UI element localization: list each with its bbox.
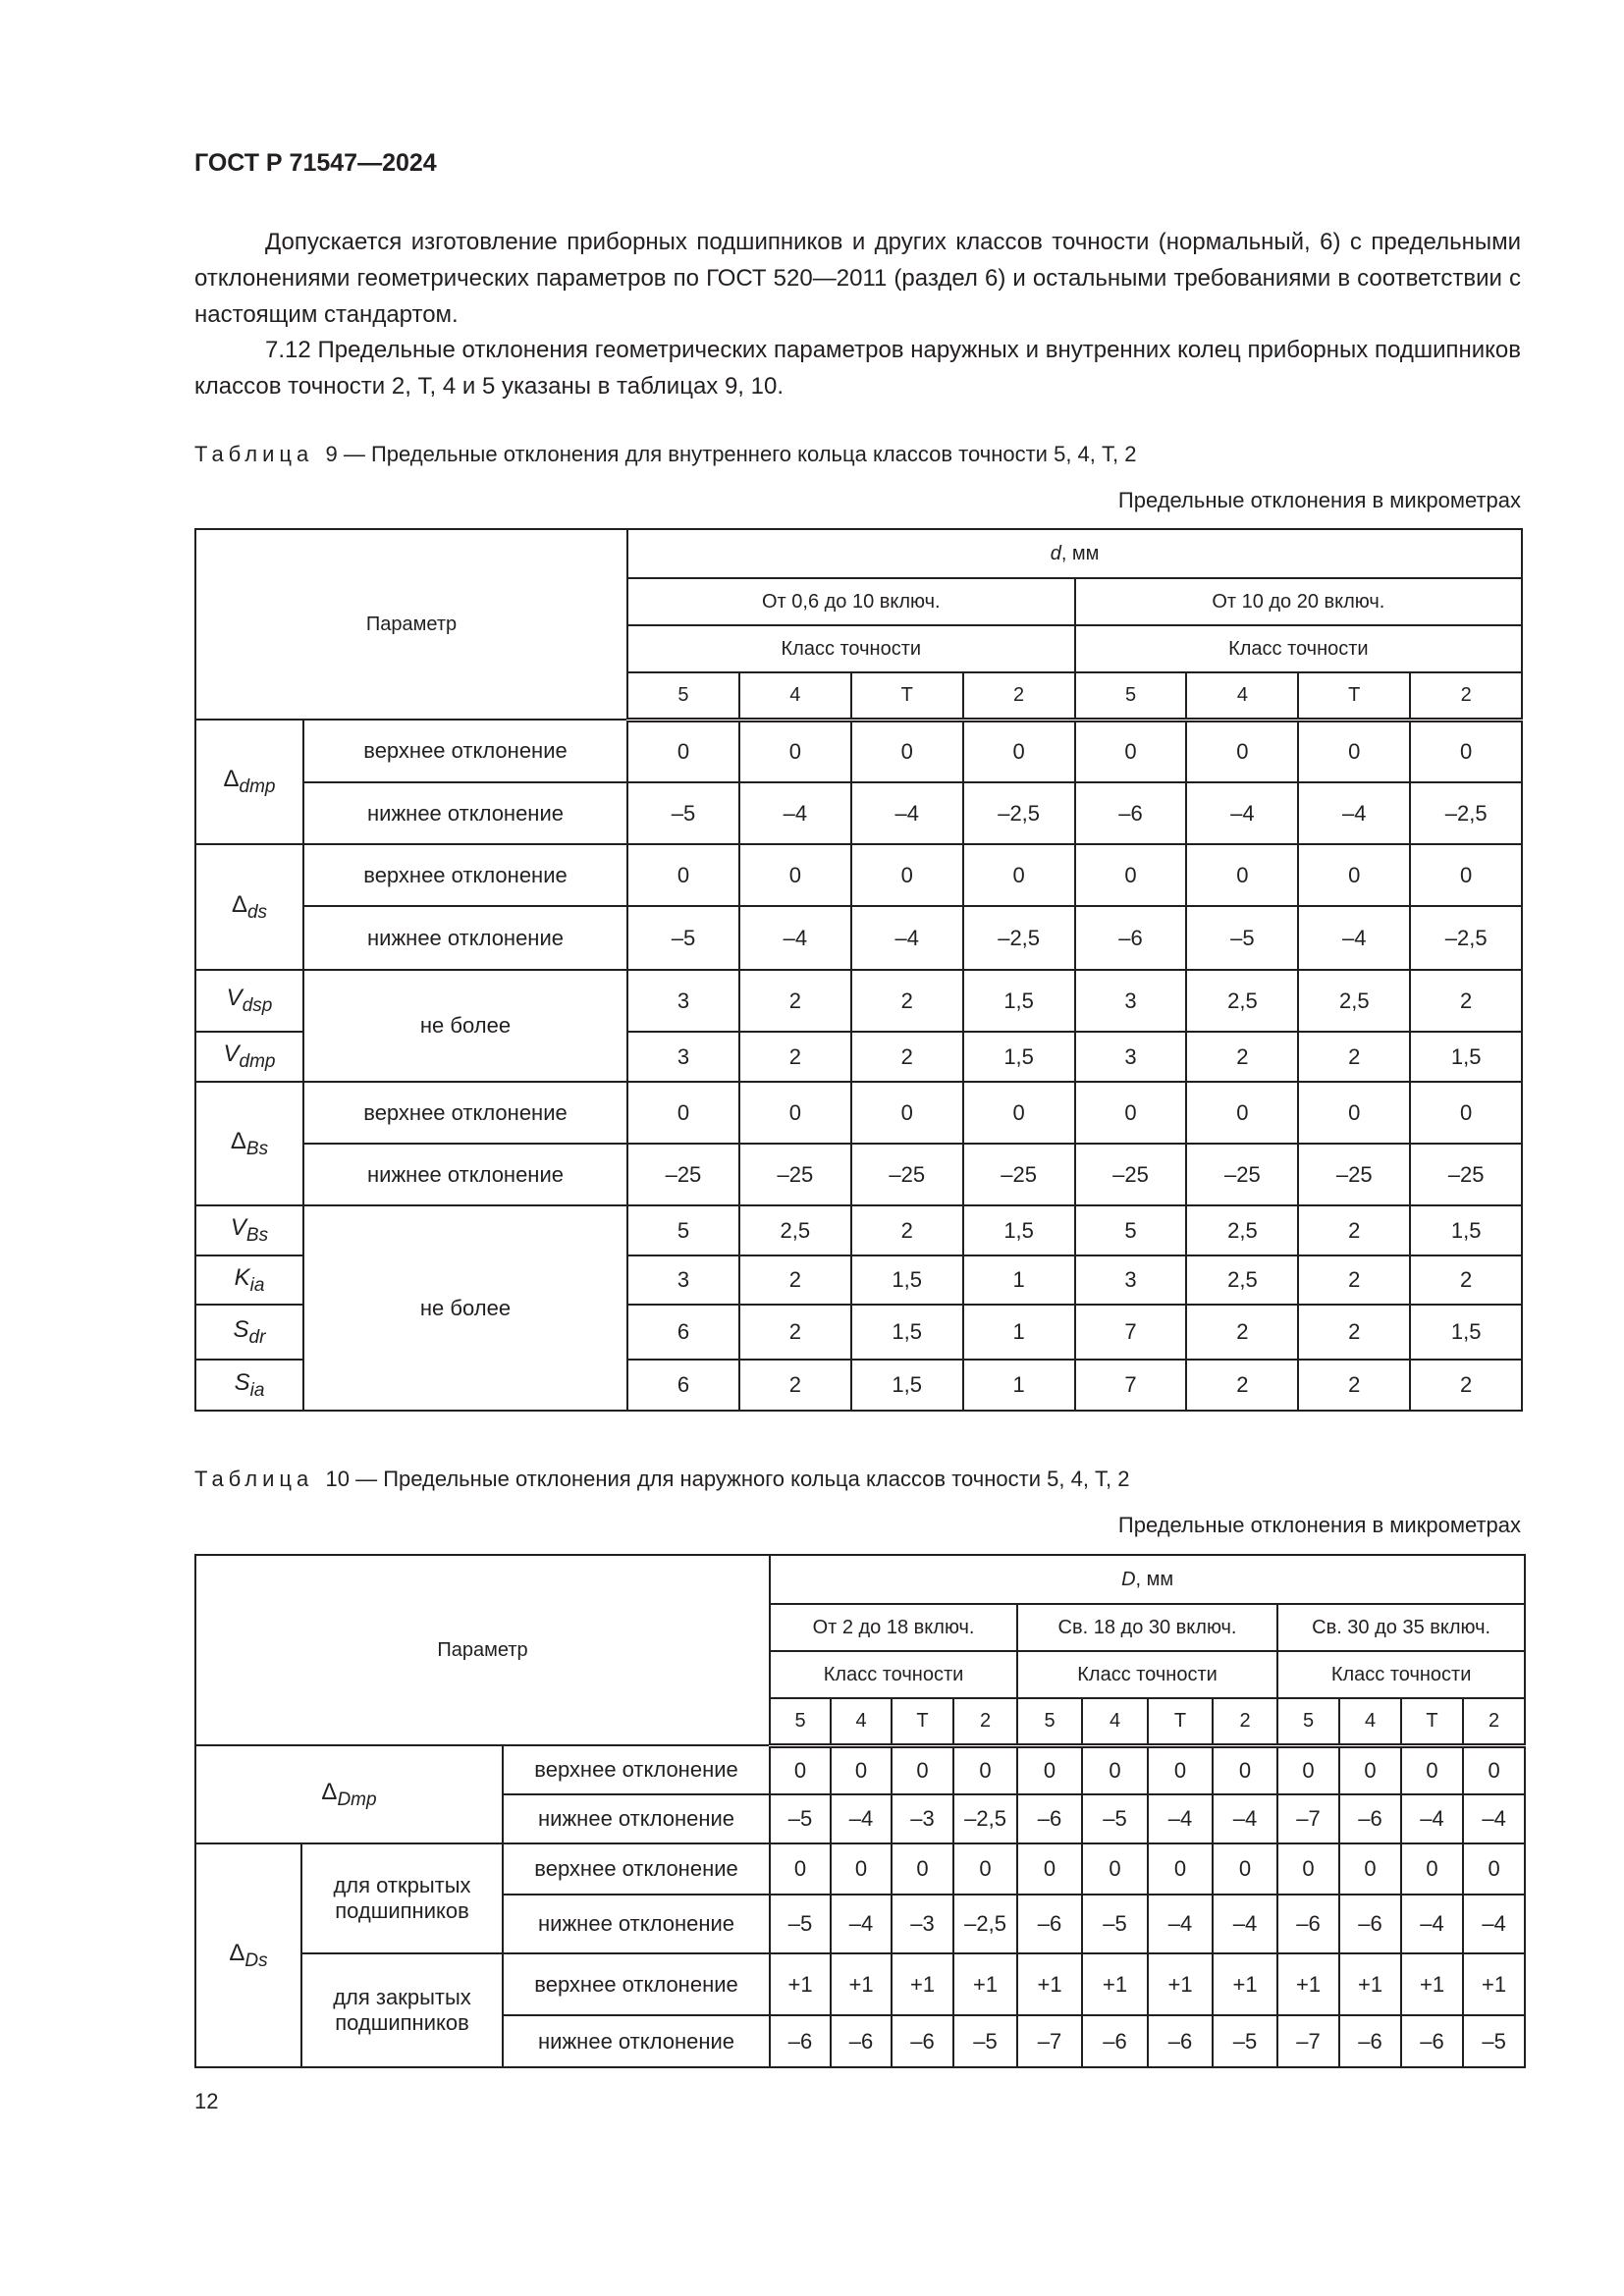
value-cell: –5	[770, 1895, 831, 1953]
symbol-subscript: dmp	[239, 775, 276, 797]
param-header: Параметр	[195, 529, 627, 720]
value-cell: 0	[1148, 1745, 1213, 1794]
class-header: Класс точности	[1017, 1651, 1277, 1698]
symbol-base: Δ	[223, 766, 240, 793]
value-cell: 0	[1339, 1843, 1401, 1895]
caption-text: 10 — Предельные отклонения для наружного кольца классов точности 5, 4, Т, 2	[325, 1467, 1130, 1491]
value-cell: +1	[1017, 1953, 1082, 2015]
parameter-symbol	[195, 1082, 303, 1205]
class-header: Класс точности	[770, 1651, 1017, 1698]
value-cell: –4	[739, 906, 851, 970]
value-cell: 0	[1298, 844, 1410, 906]
parameter-symbol	[195, 844, 303, 970]
range-header: От 0,6 до 10 включ.	[627, 578, 1075, 625]
class-cell: 5	[1017, 1698, 1082, 1745]
caption-word: Таблица	[194, 442, 314, 466]
value-cell: –6	[1017, 1794, 1082, 1843]
table10-caption	[194, 1467, 1130, 1492]
parameter-symbol	[195, 1305, 303, 1360]
class-header: Класс точности	[627, 625, 1075, 672]
value-cell: 0	[851, 844, 963, 906]
symbol-base: V	[226, 985, 243, 1012]
value-cell: –6	[892, 2015, 953, 2067]
value-cell: 2	[1186, 1032, 1298, 1082]
value-cell: –25	[1298, 1144, 1410, 1205]
class-cell: 4	[1082, 1698, 1148, 1745]
value-cell: 5	[1075, 1205, 1187, 1255]
value-cell: –4	[831, 1895, 892, 1953]
value-cell: –5	[1463, 2015, 1525, 2067]
class-cell: 2	[953, 1698, 1017, 1745]
value-cell: 0	[1401, 1745, 1463, 1794]
range-header: Св. 18 до 30 включ.	[1017, 1604, 1277, 1651]
value-cell: 0	[627, 720, 739, 782]
symbol-subscript: dsp	[242, 994, 273, 1016]
range-header: Св. 30 до 35 включ.	[1277, 1604, 1525, 1651]
table-10	[194, 1554, 1526, 2068]
value-cell: 2	[739, 1305, 851, 1360]
paragraph: 7.12 Предельные отклонения геометрических параметров наружных и внутренних колец приборных подшипников классов точности 2, Т, 4 и 5 указаны в таблицах 9, 10.	[194, 337, 1521, 400]
row-label: верхнее отклонение	[303, 1082, 627, 1144]
table10-units: Предельные отклонения в микрометрах	[1117, 1513, 1521, 1537]
value-cell: 1,5	[851, 1305, 963, 1360]
value-cell: –6	[1075, 782, 1187, 844]
row-label: верхнее отклонение	[303, 844, 627, 906]
parameter-symbol	[195, 1255, 303, 1305]
value-cell: 0	[1186, 844, 1298, 906]
class-cell: 5	[770, 1698, 831, 1745]
paragraph: Допускается изготовление приборных подшипников и других классов точности (нормальный, 6) с предельными отклонениями геометрических параметров по ГОСТ 520—2011 (раздел 6) и остальными требованиями в соответствии с настоящим стандартом.	[194, 229, 1521, 328]
value-cell: 2	[1410, 970, 1522, 1032]
value-cell: 0	[1463, 1745, 1525, 1794]
value-cell: 0	[1410, 844, 1522, 906]
value-cell: +1	[831, 1953, 892, 2015]
symbol-base: S	[233, 1315, 249, 1343]
value-cell: 2	[1298, 1305, 1410, 1360]
value-cell: 0	[739, 720, 851, 782]
value-cell: 2	[851, 1032, 963, 1082]
value-cell: 0	[1298, 720, 1410, 782]
value-cell: +1	[1277, 1953, 1339, 2015]
value-cell: 0	[963, 720, 1075, 782]
value-cell: –6	[770, 2015, 831, 2067]
symbol-subscript: dmp	[239, 1050, 276, 1072]
value-cell: 0	[627, 1082, 739, 1144]
value-cell: 0	[1213, 1745, 1277, 1794]
value-cell: 0	[1082, 1745, 1148, 1794]
value-cell: –7	[1017, 2015, 1082, 2067]
class-cell: Т	[1148, 1698, 1213, 1745]
dim-header: d, мм	[627, 529, 1522, 578]
symbol-base: Δ	[321, 1778, 338, 1805]
value-cell: –2,5	[963, 906, 1075, 970]
table-9	[194, 528, 1523, 1412]
parameter-symbol	[195, 1205, 303, 1255]
value-cell: –5	[953, 2015, 1017, 2067]
value-cell: 0	[953, 1745, 1017, 1794]
row-label: для закрытых подшипников	[301, 1953, 503, 2067]
value-cell: 0	[1017, 1745, 1082, 1794]
value-cell: 2	[1186, 1305, 1298, 1360]
symbol-subscript: ds	[246, 901, 268, 923]
class-cell: 2	[1410, 672, 1522, 720]
value-cell: 0	[739, 844, 851, 906]
dim-header: D, мм	[770, 1555, 1525, 1604]
value-cell: 0	[1339, 1745, 1401, 1794]
value-cell: –6	[1277, 1895, 1339, 1953]
caption-word: Таблица	[194, 1467, 314, 1491]
value-cell: 2	[851, 1205, 963, 1255]
value-cell: 2	[1298, 1360, 1410, 1411]
value-cell: –4	[1213, 1895, 1277, 1953]
value-cell: –6	[831, 2015, 892, 2067]
row-label: нижнее отклонение	[303, 782, 627, 844]
value-cell: –6	[1401, 2015, 1463, 2067]
value-cell: –3	[892, 1794, 953, 1843]
value-cell: –2,5	[1410, 782, 1522, 844]
class-cell: Т	[892, 1698, 953, 1745]
value-cell: –25	[627, 1144, 739, 1205]
value-cell: –4	[1213, 1794, 1277, 1843]
value-cell: 2	[1186, 1360, 1298, 1411]
value-cell: –5	[1082, 1794, 1148, 1843]
row-label: верхнее отклонение	[303, 720, 627, 782]
value-cell: –6	[1075, 906, 1187, 970]
value-cell: 0	[892, 1843, 953, 1895]
value-cell: 0	[770, 1843, 831, 1895]
value-cell: 3	[1075, 1255, 1187, 1305]
value-cell: +1	[1401, 1953, 1463, 2015]
class-cell: 4	[1339, 1698, 1401, 1745]
value-cell: –6	[1339, 2015, 1401, 2067]
value-cell: –25	[739, 1144, 851, 1205]
value-cell: 1	[963, 1305, 1075, 1360]
value-cell: 1,5	[1410, 1305, 1522, 1360]
class-cell: Т	[851, 672, 963, 720]
value-cell: –4	[851, 782, 963, 844]
value-cell: 0	[627, 844, 739, 906]
value-cell: –25	[1410, 1144, 1522, 1205]
value-cell: 1	[963, 1360, 1075, 1411]
value-cell: 0	[770, 1745, 831, 1794]
value-cell: 0	[1017, 1843, 1082, 1895]
parameter-symbol	[195, 1360, 303, 1411]
value-cell: 1,5	[851, 1255, 963, 1305]
value-cell: 2	[739, 1032, 851, 1082]
value-cell: 0	[1463, 1843, 1525, 1895]
value-cell: 2,5	[1186, 970, 1298, 1032]
row-label: нижнее отклонение	[303, 1144, 627, 1205]
row-label: для открытых подшипников	[301, 1843, 503, 1953]
value-cell: 0	[1277, 1843, 1339, 1895]
value-cell: 1,5	[1410, 1205, 1522, 1255]
value-cell: –5	[1186, 906, 1298, 970]
class-header: Класс точности	[1277, 1651, 1525, 1698]
value-cell: 2	[1298, 1205, 1410, 1255]
value-cell: –4	[1401, 1794, 1463, 1843]
value-cell: –4	[1298, 906, 1410, 970]
row-label: верхнее отклонение	[503, 1745, 770, 1794]
symbol-base: Δ	[231, 890, 247, 918]
row-label: не более	[303, 970, 627, 1082]
value-cell: –4	[1463, 1895, 1525, 1953]
symbol-base: V	[223, 1041, 240, 1068]
symbol-subscript: Bs	[245, 1138, 269, 1159]
range-header: От 10 до 20 включ.	[1075, 578, 1523, 625]
class-cell: 4	[831, 1698, 892, 1745]
value-cell: –6	[1339, 1794, 1401, 1843]
value-cell: 3	[627, 1255, 739, 1305]
row-label: нижнее отклонение	[503, 1895, 770, 1953]
value-cell: 1	[963, 1255, 1075, 1305]
parameter-symbol	[195, 1032, 303, 1082]
row-label: нижнее отклонение	[503, 1794, 770, 1843]
value-cell: 2,5	[1186, 1255, 1298, 1305]
value-cell: +1	[953, 1953, 1017, 2015]
value-cell: –7	[1277, 1794, 1339, 1843]
value-cell: –2,5	[963, 782, 1075, 844]
value-cell: 2	[1410, 1360, 1522, 1411]
value-cell: 0	[892, 1745, 953, 1794]
symbol-base: Δ	[230, 1127, 246, 1154]
value-cell: –4	[739, 782, 851, 844]
value-cell: 1,5	[963, 1205, 1075, 1255]
value-cell: 0	[1186, 720, 1298, 782]
symbol-subscript: ia	[249, 1274, 265, 1296]
value-cell: –25	[1075, 1144, 1187, 1205]
value-cell: 2	[1298, 1255, 1410, 1305]
value-cell: 0	[1213, 1843, 1277, 1895]
value-cell: 2,5	[1186, 1205, 1298, 1255]
caption-text: 9 — Предельные отклонения для внутреннего кольца классов точности 5, 4, Т, 2	[325, 442, 1137, 466]
value-cell: 1,5	[963, 1032, 1075, 1082]
symbol-subscript: Bs	[245, 1224, 269, 1246]
value-cell: 2,5	[739, 1205, 851, 1255]
value-cell: 2	[739, 970, 851, 1032]
value-cell: 2	[1410, 1255, 1522, 1305]
value-cell: 0	[1082, 1843, 1148, 1895]
symbol-subscript: ia	[249, 1379, 265, 1401]
parameter-symbol	[195, 1843, 301, 2067]
symbol-base: Δ	[229, 1939, 245, 1966]
value-cell: –5	[770, 1794, 831, 1843]
row-label: нижнее отклонение	[503, 2015, 770, 2067]
symbol-base: S	[234, 1368, 250, 1396]
value-cell: –4	[1401, 1895, 1463, 1953]
class-cell: 2	[963, 672, 1075, 720]
value-cell: 0	[739, 1082, 851, 1144]
value-cell: 0	[1401, 1843, 1463, 1895]
class-cell: 2	[1463, 1698, 1525, 1745]
class-cell: 4	[739, 672, 851, 720]
value-cell: 0	[963, 844, 1075, 906]
value-cell: 3	[1075, 970, 1187, 1032]
value-cell: –5	[1213, 2015, 1277, 2067]
value-cell: 0	[851, 1082, 963, 1144]
parameter-symbol	[195, 970, 303, 1032]
value-cell: –6	[1148, 2015, 1213, 2067]
value-cell: –6	[1017, 1895, 1082, 1953]
value-cell: –4	[1186, 782, 1298, 844]
value-cell: 0	[1075, 720, 1187, 782]
value-cell: 0	[1277, 1745, 1339, 1794]
value-cell: 0	[831, 1843, 892, 1895]
class-header: Класс точности	[1075, 625, 1523, 672]
value-cell: 2	[1298, 1032, 1410, 1082]
value-cell: –4	[1463, 1794, 1525, 1843]
value-cell: 0	[1075, 1082, 1187, 1144]
value-cell: +1	[1463, 1953, 1525, 2015]
row-label: нижнее отклонение	[303, 906, 627, 970]
value-cell: 7	[1075, 1305, 1187, 1360]
class-cell: Т	[1401, 1698, 1463, 1745]
value-cell: 6	[627, 1360, 739, 1411]
value-cell: –25	[851, 1144, 963, 1205]
value-cell: +1	[1082, 1953, 1148, 2015]
table9-caption	[194, 442, 1136, 467]
value-cell: 7	[1075, 1360, 1187, 1411]
value-cell: 0	[953, 1843, 1017, 1895]
value-cell: –2,5	[953, 1794, 1017, 1843]
value-cell: 1,5	[1410, 1032, 1522, 1082]
value-cell: –6	[1082, 2015, 1148, 2067]
value-cell: +1	[892, 1953, 953, 2015]
value-cell: –5	[627, 782, 739, 844]
value-cell: –4	[1298, 782, 1410, 844]
value-cell: +1	[770, 1953, 831, 2015]
value-cell: 0	[1148, 1843, 1213, 1895]
value-cell: –4	[1148, 1895, 1213, 1953]
value-cell: 1,5	[851, 1360, 963, 1411]
value-cell: 2	[739, 1360, 851, 1411]
value-cell: 3	[627, 1032, 739, 1082]
row-label: верхнее отклонение	[503, 1843, 770, 1895]
class-cell: 5	[627, 672, 739, 720]
value-cell: 0	[851, 720, 963, 782]
param-header: Параметр	[195, 1555, 770, 1745]
value-cell: –4	[851, 906, 963, 970]
value-cell: –2,5	[1410, 906, 1522, 970]
value-cell: –4	[831, 1794, 892, 1843]
value-cell: 3	[1075, 1032, 1187, 1082]
value-cell: –6	[1339, 1895, 1401, 1953]
value-cell: 6	[627, 1305, 739, 1360]
value-cell: 3	[627, 970, 739, 1032]
value-cell: +1	[1339, 1953, 1401, 2015]
value-cell: 1,5	[963, 970, 1075, 1032]
value-cell: 0	[1410, 1082, 1522, 1144]
value-cell: +1	[1213, 1953, 1277, 2015]
value-cell: 2	[851, 970, 963, 1032]
value-cell: –7	[1277, 2015, 1339, 2067]
value-cell: –4	[1148, 1794, 1213, 1843]
row-label: не более	[303, 1205, 627, 1411]
symbol-subscript: dr	[248, 1326, 266, 1348]
value-cell: 0	[1186, 1082, 1298, 1144]
range-header: От 2 до 18 включ.	[770, 1604, 1017, 1651]
value-cell: 2,5	[1298, 970, 1410, 1032]
class-cell: 2	[1213, 1698, 1277, 1745]
class-cell: Т	[1298, 672, 1410, 720]
value-cell: 0	[1075, 844, 1187, 906]
value-cell: –5	[1082, 1895, 1148, 1953]
value-cell: 0	[963, 1082, 1075, 1144]
value-cell: +1	[1148, 1953, 1213, 2015]
class-cell: 4	[1186, 672, 1298, 720]
value-cell: –2,5	[953, 1895, 1017, 1953]
value-cell: 0	[1410, 720, 1522, 782]
parameter-symbol	[195, 1745, 503, 1843]
parameter-symbol	[195, 720, 303, 844]
row-label: верхнее отклонение	[503, 1953, 770, 2015]
value-cell: –25	[1186, 1144, 1298, 1205]
symbol-subscript: Ds	[244, 1949, 268, 1971]
class-cell: 5	[1277, 1698, 1339, 1745]
class-cell: 5	[1075, 672, 1187, 720]
value-cell: 2	[739, 1255, 851, 1305]
symbol-base: V	[230, 1214, 246, 1242]
value-cell: –3	[892, 1895, 953, 1953]
document-id: ГОСТ Р 71547—2024	[194, 149, 437, 177]
page-number: 12	[194, 2089, 219, 2113]
table9-units: Предельные отклонения в микрометрах	[1117, 488, 1521, 512]
symbol-base: K	[234, 1263, 250, 1291]
value-cell: 0	[1298, 1082, 1410, 1144]
symbol-subscript: Dmp	[337, 1789, 377, 1810]
value-cell: –25	[963, 1144, 1075, 1205]
value-cell: 0	[831, 1745, 892, 1794]
value-cell: 5	[627, 1205, 739, 1255]
value-cell: –5	[627, 906, 739, 970]
